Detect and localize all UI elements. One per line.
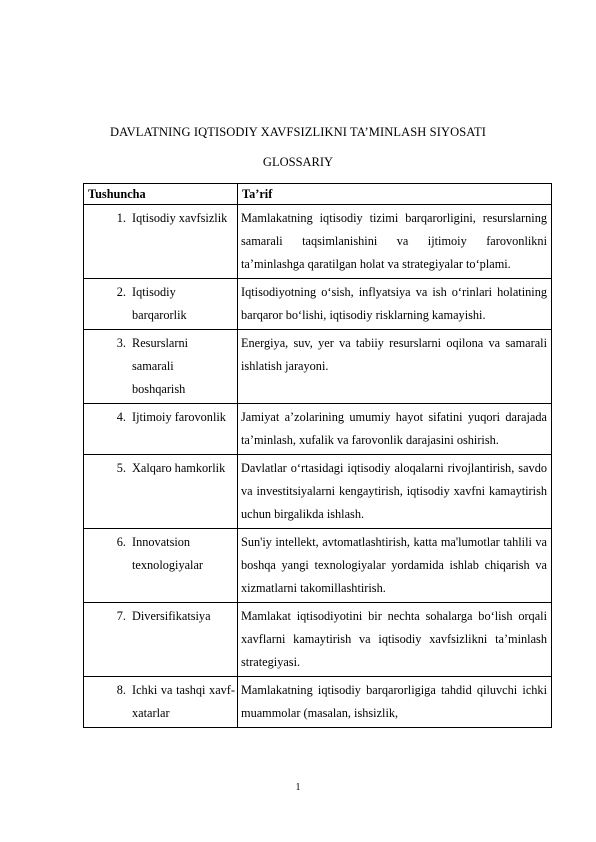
term-cell: [84, 205, 238, 279]
row-number: 2.: [116, 285, 126, 299]
row-number: 8.: [116, 683, 126, 697]
table-row: [84, 455, 552, 529]
term-cell: [84, 529, 238, 603]
table-row: [84, 279, 552, 330]
definition-cell: Iqtisodiyotning o‘sish, inflyatsiya va ish o‘rinlari holatining barqaror bo‘lishi, iqtisodiy risklarning kamayishi.: [238, 279, 552, 330]
row-number: 5.: [116, 461, 126, 475]
definition-cell: Mamlakat iqtisodiyotini bir nechta sohalarga bo‘lish orqali xavflarni kamaytirish va iqtisodiy xavfsizlikni ta’minlash strategiyasi.: [238, 603, 552, 677]
term-text: Xalqaro hamkorlik: [132, 461, 226, 475]
term-text: Diversifikatsiya: [132, 609, 211, 623]
page-number: 1: [295, 782, 301, 793]
definition-cell: Energiya, suv, yer va tabiiy resurslarni oqilona va samarali ishlatish jarayoni.: [238, 330, 552, 404]
definition-cell: Mamlakatning iqtisodiy barqarorligiga tahdid qiluvchi ichki muammolar (masalan, ishsizlik,: [238, 677, 552, 728]
table-row: [84, 603, 552, 677]
term-cell: [84, 677, 238, 728]
term-text: Innovatsion texnologiyalar: [132, 535, 204, 572]
document-subtitle: GLOSSARIY: [262, 155, 334, 169]
table-row: [84, 677, 552, 728]
glossary-table: [83, 183, 552, 728]
row-number: 1.: [116, 211, 126, 225]
term-text: Resurslarni samarali boshqarish: [132, 336, 189, 396]
table-row: [84, 529, 552, 603]
term-cell: [84, 603, 238, 677]
term-cell: [84, 279, 238, 330]
row-number: 7.: [116, 609, 126, 623]
term-text: Iqtisodiy barqarorlik: [132, 285, 187, 322]
term-text: Ijtimoiy farovonlik: [132, 410, 226, 424]
term-text: Ichki va tashqi xavf-xatarlar: [132, 683, 235, 720]
table-row: [84, 404, 552, 455]
definition-cell: Davlatlar o‘rtasidagi iqtisodiy aloqalarni rivojlantirish, savdo va investitsiyalarni kengaytirish, iqtisodiy xavfni kamaytirish uchun birgalikda ishlash.: [238, 455, 552, 529]
term-cell: [84, 330, 238, 404]
header-definition: Ta’rif: [238, 184, 552, 205]
row-number: 3.: [116, 336, 126, 350]
term-cell: [84, 455, 238, 529]
definition-cell: Mamlakatning iqtisodiy tizimi barqarorligini, resurslarning samarali taqsimlanishini va ijtimoiy farovonlikni ta’minlashga qaratilgan holat va strategiyalar to‘plami.: [238, 205, 552, 279]
definition-cell: Sun'iy intellekt, avtomatlashtirish, katta ma'lumotlar tahlili va boshqa yangi texnologiyalar yordamida ishlab chiqarish va xizmatlarni takomillashtirish.: [238, 529, 552, 603]
term-cell: [84, 404, 238, 455]
document-title: DAVLATNING IQTISODIY XAVFSIZLIKNI TA’MINLASH SIYOSATI: [109, 125, 487, 139]
header-term: Tushuncha: [84, 184, 238, 205]
definition-cell: Jamiyat a’zolarining umumiy hayot sifatini yuqori darajada ta’minlash, xufalik va farovonlik darajasini oshirish.: [238, 404, 552, 455]
term-text: Iqtisodiy xavfsizlik: [132, 211, 228, 225]
table-header-row: [84, 184, 552, 205]
table-row: [84, 205, 552, 279]
table-row: [84, 330, 552, 404]
row-number: 6.: [116, 535, 126, 549]
row-number: 4.: [116, 410, 126, 424]
